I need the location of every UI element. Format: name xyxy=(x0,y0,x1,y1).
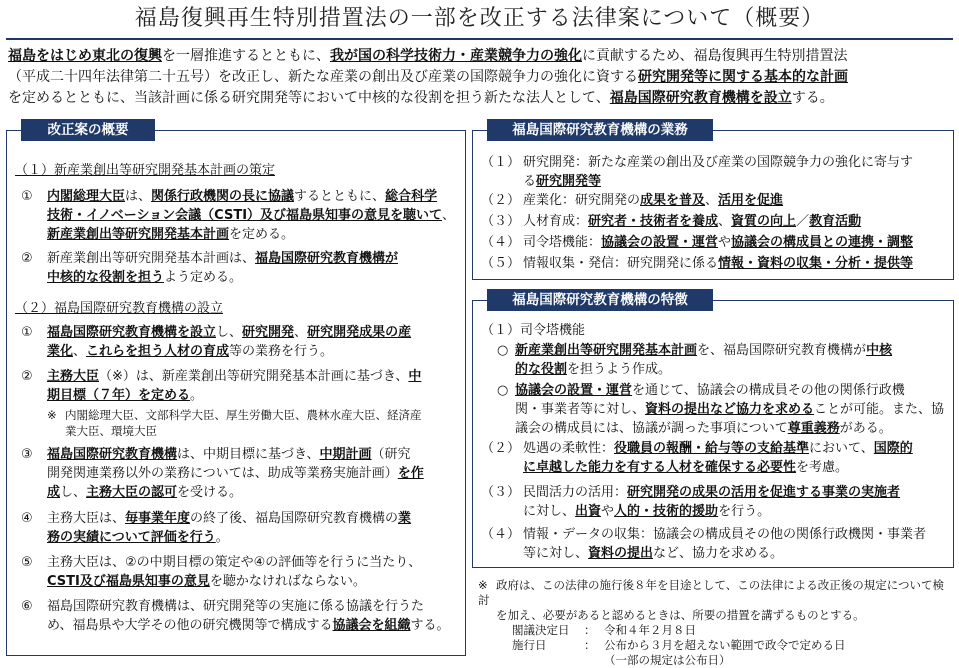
enforcement-date-label: 施行日 xyxy=(512,638,547,652)
list-item xyxy=(21,597,461,635)
intro-text: を定めるとともに、当該計画に係る研究開発等において中核的な役割を担う新たな法人として、 xyxy=(8,90,610,106)
item-text: ／ xyxy=(796,214,810,229)
item-text: を、福島国際研究教育機構が xyxy=(697,343,867,358)
item-text: 産業化：研究開発の xyxy=(523,193,641,208)
operations-header: 福島国際研究教育機構の業務 xyxy=(487,119,713,141)
item-text: 情報収集・発信：研究開発に係る xyxy=(523,256,719,271)
list-item xyxy=(481,483,951,521)
item-text: し、 xyxy=(216,325,243,340)
footer-note xyxy=(478,578,954,668)
list-item xyxy=(481,153,951,191)
note-mark: ※ xyxy=(47,408,57,422)
item-text: 福島国際研究教育機構 xyxy=(47,447,178,462)
item-text: よう定める。 xyxy=(164,270,243,285)
item-text: 関・事業者等に対し、 xyxy=(515,402,646,417)
item-number: ① xyxy=(21,189,33,204)
circle-bullet-icon: ○ xyxy=(497,383,509,398)
item-text: 、 xyxy=(718,214,732,229)
list-item xyxy=(21,249,461,287)
minister-note xyxy=(47,407,457,439)
item-text: 成果を普及 xyxy=(640,193,706,208)
operations-box xyxy=(472,122,954,280)
item-text: 人的・技術的援助 xyxy=(614,504,719,519)
item-text: 新産業創出等研究開発基本計画 xyxy=(47,227,230,242)
item-text: （※）は、新産業創出等研究開発基本計画に基づき、 xyxy=(99,369,409,384)
item-text: 開発関連業務以外の業務については、助成等業務実施計画） xyxy=(47,466,398,481)
item-text: 、 xyxy=(442,208,456,223)
intro-emph: 福島をはじめ東北の復興 xyxy=(8,48,162,64)
item-text: 研究開発の成果の活用を促進する事業の実施者 xyxy=(627,485,901,500)
list-item xyxy=(21,367,461,405)
item-text: を行う。 xyxy=(718,504,771,519)
intro-text: に貢献するため、福島復興再生特別措置法 xyxy=(582,48,848,64)
item-text: 出資 xyxy=(575,504,602,519)
item-text: 等に対し、 xyxy=(523,546,589,561)
item-text: 成 xyxy=(47,485,61,500)
item-text: 、 xyxy=(705,193,719,208)
item-text: 協議会の構成員との連携・調整 xyxy=(731,235,914,250)
intro-text: を一層推進するとともに、 xyxy=(162,48,330,64)
item-text: がある。 xyxy=(839,421,892,436)
circle-bullet-icon: ○ xyxy=(497,343,509,358)
item-number: ① xyxy=(21,325,33,340)
item-text: 研究開発基本計画 xyxy=(593,343,698,358)
item-text: を定める。 xyxy=(229,227,295,242)
item-number: （３） xyxy=(481,485,521,500)
item-text: を通じて、協議会の構成員その他の関係行政機 xyxy=(632,383,905,398)
intro-text: する。 xyxy=(791,90,834,106)
note-mark: ※ xyxy=(478,578,488,592)
item-text: 資料の提出など協力を求める xyxy=(645,402,815,417)
list-item xyxy=(21,509,461,547)
item-text: 的な役割 xyxy=(515,362,568,377)
item-text: 研究開発 xyxy=(242,325,295,340)
item-text: 総合科学 xyxy=(385,189,438,204)
item-number: （１） xyxy=(481,155,521,170)
item-text: 中 xyxy=(408,369,422,384)
item-text: において、 xyxy=(809,441,874,456)
item-text: に対し、 xyxy=(523,504,576,519)
item-text: 研究開発成果の産 xyxy=(307,325,412,340)
item-text: 資質の向上 xyxy=(731,214,797,229)
overview-box xyxy=(6,122,466,656)
item-text: 役職員の報酬・給与等の支給基準 xyxy=(614,441,810,456)
item-text: 、 xyxy=(73,344,87,359)
section-title: （１）新産業創出等研究開発基本計画の策定 xyxy=(15,163,276,178)
item-text: や xyxy=(601,504,615,519)
list-item xyxy=(481,439,951,477)
item-text: を作 xyxy=(397,466,424,481)
item-text: ことが可能。また、協 xyxy=(814,402,945,417)
item-text: 内閣総理大臣 xyxy=(47,189,126,204)
item-text: は、 xyxy=(125,189,152,204)
item-text: 主務大臣は、②の中期目標の策定や④の評価等を行うに当たり、 xyxy=(47,555,422,570)
list-item xyxy=(481,191,951,210)
item-text: 中核的な役割を担う xyxy=(47,270,165,285)
item-text: は、中期目標に基づき、 xyxy=(177,447,320,462)
item-number: （５） xyxy=(481,256,521,271)
item-text: 主務大臣は、 xyxy=(47,511,126,526)
item-text: 主務大臣 xyxy=(47,369,100,384)
intro-paragraph xyxy=(8,46,953,109)
item-text: 務の実績について評価を行う xyxy=(47,530,216,545)
note-text: 内閣総理大臣、文部科学大臣、厚生労働大臣、農林水産大臣、経済産 xyxy=(65,408,422,422)
features-box xyxy=(472,292,954,568)
item-text: 情報・資料の収集・分析・提供等 xyxy=(718,256,914,271)
list-item xyxy=(21,553,461,591)
item-text: 国際的 xyxy=(873,441,913,456)
enforcement-date-value: 公布から３月を超えない範囲で政令で定める日 xyxy=(604,638,846,652)
item-text: や xyxy=(718,235,732,250)
note-text: 業大臣、環境大臣 xyxy=(65,424,157,438)
enforcement-date-note: （一部の規定は公布日） xyxy=(604,653,731,667)
item-text: 福島国際研究教育機構を設立 xyxy=(47,325,217,340)
title-divider xyxy=(6,38,953,40)
item-text: 協議会の設置・運営 xyxy=(601,235,719,250)
intro-emph: 我が国の科学技術力・産業競争力の強化 xyxy=(330,48,582,64)
item-text: する。 xyxy=(410,618,450,633)
item-text: 司令塔機能： xyxy=(523,235,602,250)
item-text: 研究開発：新たな産業の創出及び産業の国際競争力の強化に寄与す xyxy=(523,155,914,170)
item-text: 技術・イノベーション会議（CSTI）及び福島県知事の意見を聴いて xyxy=(47,208,443,223)
intro-emph: 研究開発等に関する基本的な計画 xyxy=(638,69,848,85)
item-number: ⑥ xyxy=(21,599,33,614)
item-text: を聴かなければならない。 xyxy=(209,574,366,589)
cabinet-date-value: 令和４年２月８日 xyxy=(604,623,696,637)
item-number: ⑤ xyxy=(21,555,33,570)
item-number: ③ xyxy=(21,447,33,462)
item-text: 議会の構成員には、協議が調った事項について xyxy=(515,421,788,436)
item-text: 協議会の設置・運営 xyxy=(515,383,633,398)
cabinet-date-label: 閣議決定日 xyxy=(512,623,570,637)
page-title: 福島復興再生特別措置法の一部を改正する法律案について（概要） xyxy=(134,6,825,31)
item-text: 業 xyxy=(398,511,412,526)
item-text: 研究者・技術者を養成 xyxy=(588,214,719,229)
item-text: 福島国際研究教育機構が xyxy=(255,251,399,266)
item-text: 業化 xyxy=(47,344,74,359)
item-text: 毎事業年度 xyxy=(125,511,191,526)
item-text: 新産業創出 xyxy=(515,343,581,358)
note-text: 政府は、この法律の施行後８年を目途として、この法律による改正後の規定について検討 xyxy=(478,578,945,607)
separator: ： xyxy=(584,623,596,637)
item-number: ④ xyxy=(21,511,33,526)
note-text: を加え、必要があると認めるときは、所要の措置を講ずるものとする。 xyxy=(496,608,865,622)
item-text: る xyxy=(523,174,537,189)
list-item xyxy=(21,445,461,502)
item-text: 等 xyxy=(580,343,594,358)
item-text: の終了後、福島国際研究教育機構の xyxy=(190,511,399,526)
list-item xyxy=(481,525,951,563)
item-number: ② xyxy=(21,251,33,266)
item-text: 。 xyxy=(190,388,204,403)
list-item xyxy=(497,381,947,438)
overview-header: 改正案の概要 xyxy=(21,119,155,141)
item-text: 尊重義務 xyxy=(787,421,840,436)
separator: ： xyxy=(584,638,596,652)
item-text: （研究 xyxy=(371,447,411,462)
section-title: （１）司令塔機能 xyxy=(481,323,586,338)
item-text: 等の業務を行う。 xyxy=(229,344,334,359)
item-text: 福島国際研究教育機構は、研究開発等の実施に係る協議を行うた xyxy=(47,599,425,614)
item-text: 処遇の柔軟性： xyxy=(523,441,615,456)
item-number: （４） xyxy=(481,527,521,542)
item-number: （３） xyxy=(481,214,521,229)
item-text: 教育活動 xyxy=(809,214,862,229)
item-text: 資料の提出 xyxy=(588,546,654,561)
item-text: 中核 xyxy=(866,343,893,358)
item-text: 主務大臣の認可 xyxy=(86,485,178,500)
intro-emph: 福島国際研究教育機構を設立 xyxy=(609,90,792,106)
item-text: を考慮。 xyxy=(796,460,849,475)
item-text: 、 xyxy=(294,325,308,340)
item-text: 新産業創出等研究開発基本計画は、 xyxy=(47,251,256,266)
item-text: に卓越した能力を有する人材を確保する必要性 xyxy=(523,460,797,475)
item-text: 関係行政機関の長に協議 xyxy=(151,189,295,204)
item-text: し、 xyxy=(60,485,87,500)
item-text: など、協力を求める。 xyxy=(653,546,784,561)
list-item xyxy=(21,187,461,244)
section-title: （２）福島国際研究教育機構の設立 xyxy=(15,301,224,316)
list-item xyxy=(497,341,947,379)
item-text: 研究開発等 xyxy=(536,174,602,189)
item-text: するとともに、 xyxy=(294,189,386,204)
item-text: これらを担う人材の育成 xyxy=(86,344,230,359)
item-text: を受ける。 xyxy=(177,485,243,500)
list-item xyxy=(481,212,951,231)
list-item xyxy=(481,254,951,273)
item-text: 協議会を組織 xyxy=(332,618,411,633)
item-number: ② xyxy=(21,369,33,384)
intro-text: （平成二十四年法律第二十五号）を改正し、新たな産業の創出及び産業の国際競争力の強化に資する xyxy=(8,69,638,85)
item-text: 。 xyxy=(215,530,229,545)
item-text: め、福島県や大学その他の研究機関等で構成する xyxy=(47,618,333,633)
item-text: 民間活力の活用： xyxy=(523,485,628,500)
item-text: CSTI及び福島県知事の意見 xyxy=(47,574,210,589)
item-number: （２） xyxy=(481,193,521,208)
item-text: 情報・データの収集：協議会の構成員その他の関係行政機関・事業者 xyxy=(523,527,927,542)
list-item xyxy=(21,323,461,361)
item-text: 中期計画 xyxy=(319,447,372,462)
features-header: 福島国際研究教育機構の特徴 xyxy=(487,289,713,311)
item-text: 人材育成： xyxy=(523,214,589,229)
item-text: 活用を促進 xyxy=(718,193,784,208)
item-number: （４） xyxy=(481,235,521,250)
item-number: （２） xyxy=(481,441,521,456)
item-text: 期目標（７年）を定める xyxy=(47,388,191,403)
item-text: を担うよう作成。 xyxy=(567,362,672,377)
list-item xyxy=(481,233,951,252)
